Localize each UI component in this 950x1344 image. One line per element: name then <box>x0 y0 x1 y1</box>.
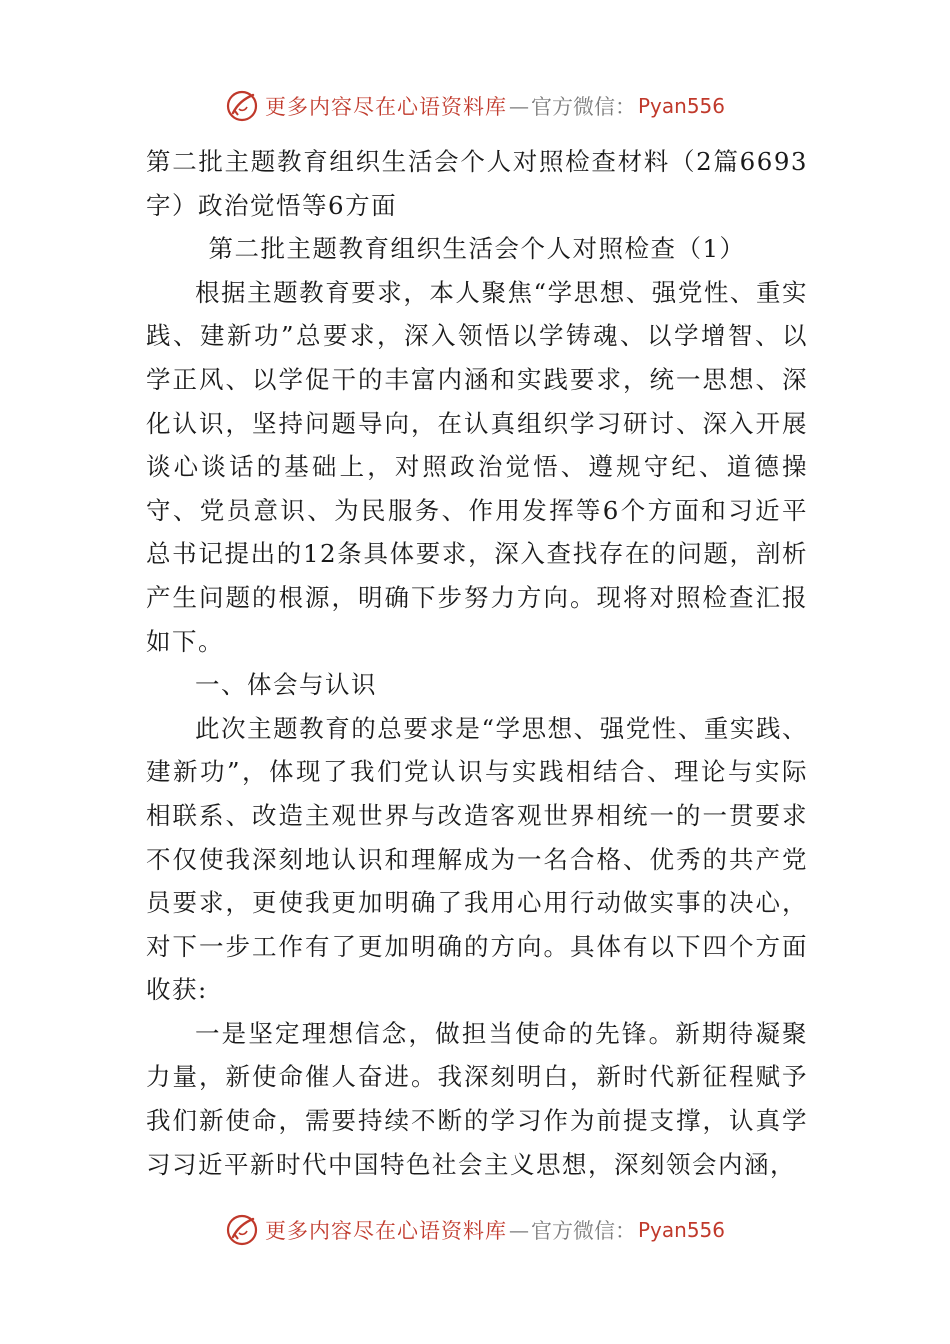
paragraph: 根据主题教育要求，本人聚焦“学思想、强党性、重实践、建新功”总要求，深入领悟以学铸魂、以学增智、以学正风、以学促干的丰富内涵和实践要求，统一思想、深化认识，坚持问题导向，在认真组织学习研讨、深入开展谈心谈话的基础上，对照政治觉悟、遵规守纪、道德操守、党员意识、为民服务、作用发挥等6个方面和习近平总书记提出的12条具体要求，深入查找存在的问题，剖析产生问题的根源，明确下步努力方向。现将对照检查汇报如下。 <box>146 277 808 656</box>
watermark-dash: — <box>508 1218 529 1242</box>
header-watermark <box>0 86 950 126</box>
watermark-dash: — <box>508 94 529 118</box>
watermark-label: 官方微信： <box>530 1219 636 1243</box>
watermark-id: Pyan556 <box>637 94 725 118</box>
paragraph: 一是坚定理想信念，做担当使命的先锋。新期待凝聚力量，新使命催人奋进。我深刻明白，新时代新征程赋予我们新使命，需要持续不断的学习作为前提支撑，认真学习习近平新时代中国特色社会主义思想，深刻领会内涵， <box>146 1018 808 1179</box>
watermark-brand: 更多内容尽在心语资料库 <box>264 95 507 119</box>
quill-logo-icon <box>225 1213 259 1247</box>
watermark-label: 官方微信： <box>530 95 636 119</box>
watermark-brand: 更多内容尽在心语资料库 <box>264 1219 507 1243</box>
paragraph: 此次主题教育的总要求是“学思想、强党性、重实践、建新功”，体现了我们党认识与实践相结合、理论与实际相联系、改造主观世界与改造客观世界相统一的一贯要求不仅使我深刻地认识和理解成为一名合格、优秀的共产党员要求，更使我更加明确了我用心用行动做实事的决心，对下一步工作有了更加明确的方向。具体有以下四个方面收获: <box>146 713 808 1005</box>
document-body <box>146 140 808 1186</box>
watermark-id: Pyan556 <box>637 1218 725 1242</box>
quill-logo-icon <box>225 89 259 123</box>
document-subtitle: 第二批主题教育组织生活会个人对照检查（1） <box>208 234 746 264</box>
section-heading: 一、体会与认识 <box>195 670 377 700</box>
document-title: 第二批主题教育组织生活会个人对照检查材料（2篇6693字）政治觉悟等6方面 <box>146 147 808 220</box>
footer-watermark <box>0 1210 950 1250</box>
